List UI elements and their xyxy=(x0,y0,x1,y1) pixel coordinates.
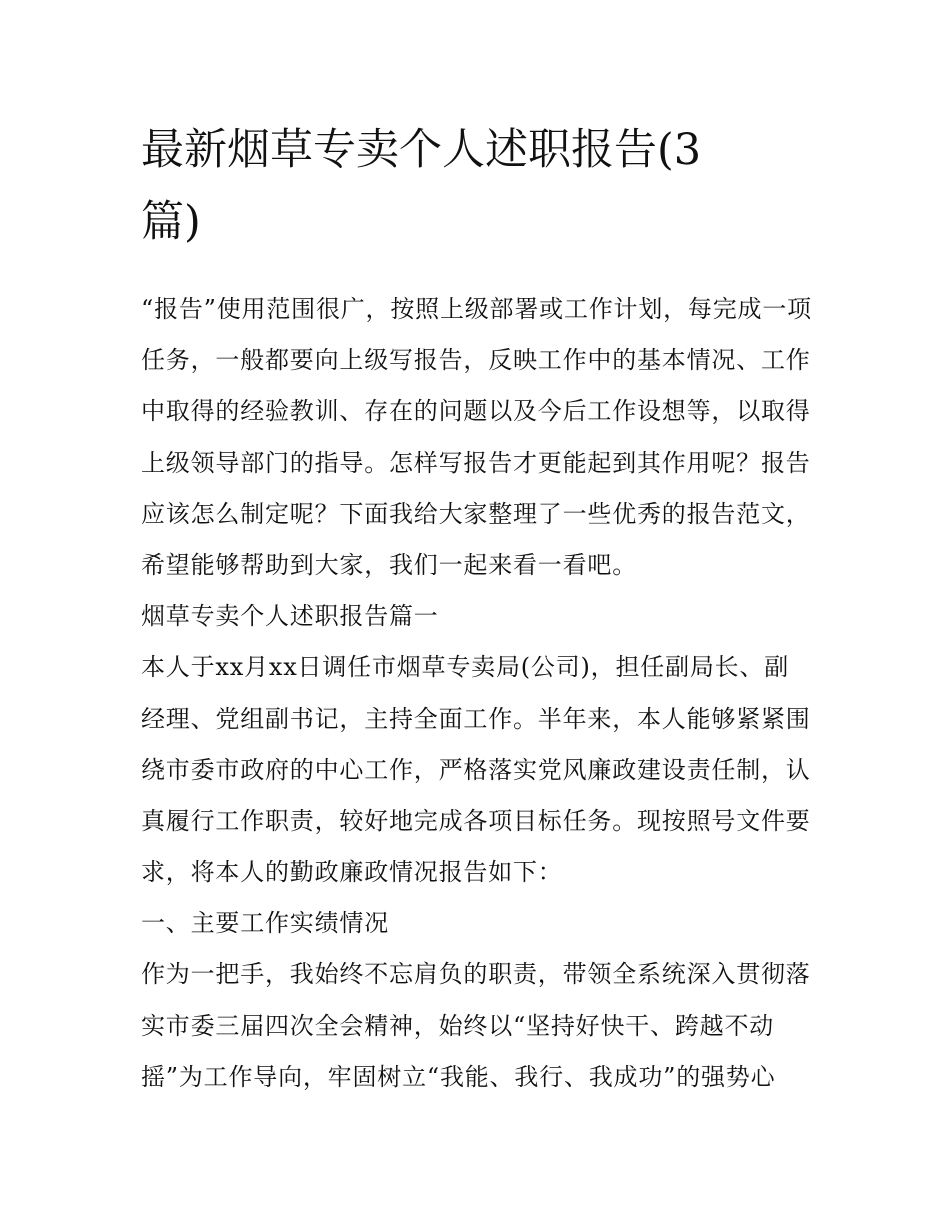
text-line: 本人于xx月xx日调任市烟草专卖局(公司)，担任副局长、副 xyxy=(141,653,790,682)
text-line: 任务，一般都要向上级写报告，反映工作中的基本情况、工作 xyxy=(141,346,811,375)
text-line: 实市委三届四次全会精神，始终以“坚持好快干、跨越不动 xyxy=(141,1011,775,1040)
text-line: 作为一把手，我始终不忘肩负的职责，带领全系统深入贯彻落 xyxy=(141,960,811,989)
text-line: 摇”为工作导向，牢固树立“我能、我行、我成功”的强势心 xyxy=(141,1062,776,1091)
text-line: 上级领导部门的指导。怎样写报告才更能起到其作用呢？报告 xyxy=(141,448,811,477)
text-line: 真履行工作职责，较好地完成各项目标任务。现按照号文件要 xyxy=(141,806,811,835)
text-line: 经理、党组副书记，主持全面工作。半年来，本人能够紧紧围 xyxy=(141,704,811,733)
document-text xyxy=(141,284,821,1103)
text-line: 中取得的经验教训、存在的问题以及今后工作设想等，以取得 xyxy=(141,397,811,426)
text-line: 求，将本人的勤政廉政情况报告如下： xyxy=(141,858,563,887)
text-line: 希望能够帮助到大家，我们一起来看一看吧。 xyxy=(141,550,637,579)
subsection-heading-1: 一、主要工作实绩情况 xyxy=(141,909,389,938)
text-line: “报告”使用范围很广，按照上级部署或工作计划，每完成一项 xyxy=(141,295,812,323)
document-title xyxy=(141,114,821,258)
title-line-2: 篇) xyxy=(141,197,201,247)
section-heading-1: 烟草专卖个人述职报告篇一 xyxy=(141,602,439,631)
title-line-1: 最新烟草专卖个人述职报告(3 xyxy=(141,125,702,175)
document-body xyxy=(141,114,821,1103)
text-line: 绕市委市政府的中心工作，严格落实党风廉政建设责任制，认 xyxy=(141,755,811,784)
text-line: 应该怎么制定呢？下面我给大家整理了一些优秀的报告范文， xyxy=(141,499,811,528)
